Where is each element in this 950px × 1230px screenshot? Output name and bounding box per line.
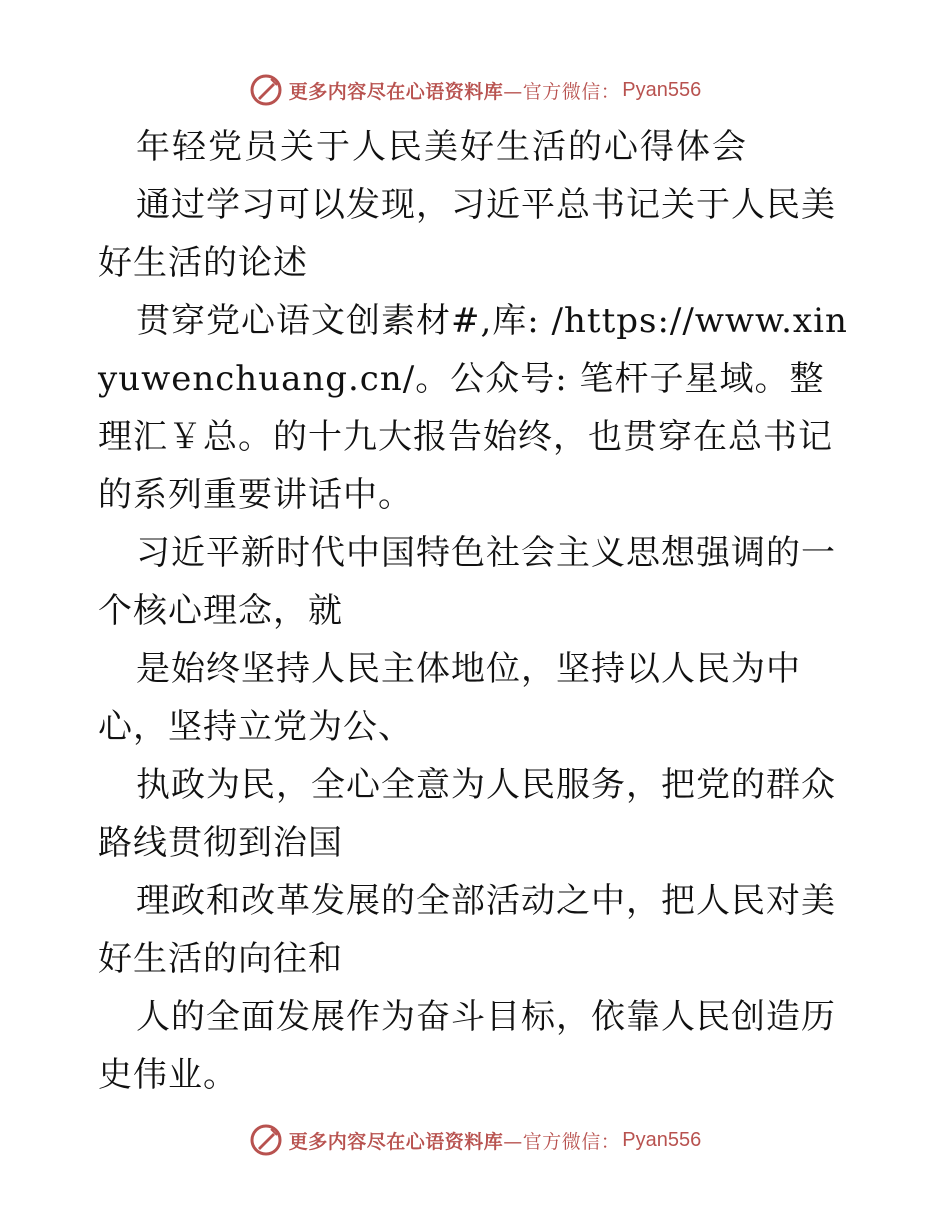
header-banner-sub: —官方微信： [503, 80, 621, 103]
footer-banner-handle: Pyan556 [622, 1128, 702, 1151]
paragraph-6: 理政和改革发展的全部活动之中，把人民对美好生活的向往和 [98, 881, 836, 979]
document-body [98, 118, 858, 1104]
header-banner-main: 更多内容尽在心语资料库 [288, 80, 504, 103]
paragraph-5: 执政为民，全心全意为人民服务，把党的群众路线贯彻到治国 [98, 765, 836, 863]
paragraph-2: 贯穿党心语文创素材#,库: /https://www.xinyuwenchuang.cn/。公众号: 笔杆子星域。整理汇￥总。的十九大报告始终，也贯穿在总书记的系列重要讲话中。 [98, 301, 848, 515]
footer-banner [0, 1120, 950, 1160]
paragraph-7: 人的全面发展作为奋斗目标，依靠人民创造历史伟业。 [98, 997, 836, 1095]
quill-logo-icon [249, 73, 283, 107]
paragraph-3: 习近平新时代中国特色社会主义思想强调的一个核心理念，就 [98, 533, 836, 631]
header-banner-handle: Pyan556 [622, 78, 702, 101]
footer-banner-main: 更多内容尽在心语资料库 [288, 1130, 504, 1153]
header-banner [0, 70, 950, 110]
footer-banner-sub: —官方微信： [503, 1130, 621, 1153]
quill-logo-icon [249, 1123, 283, 1157]
paragraph-1: 通过学习可以发现，习近平总书记关于人民美好生活的论述 [98, 185, 836, 283]
document-title: 年轻党员关于人民美好生活的心得体会 [136, 127, 748, 167]
paragraph-4: 是始终坚持人民主体地位，坚持以人民为中心，坚持立党为公、 [98, 649, 801, 747]
